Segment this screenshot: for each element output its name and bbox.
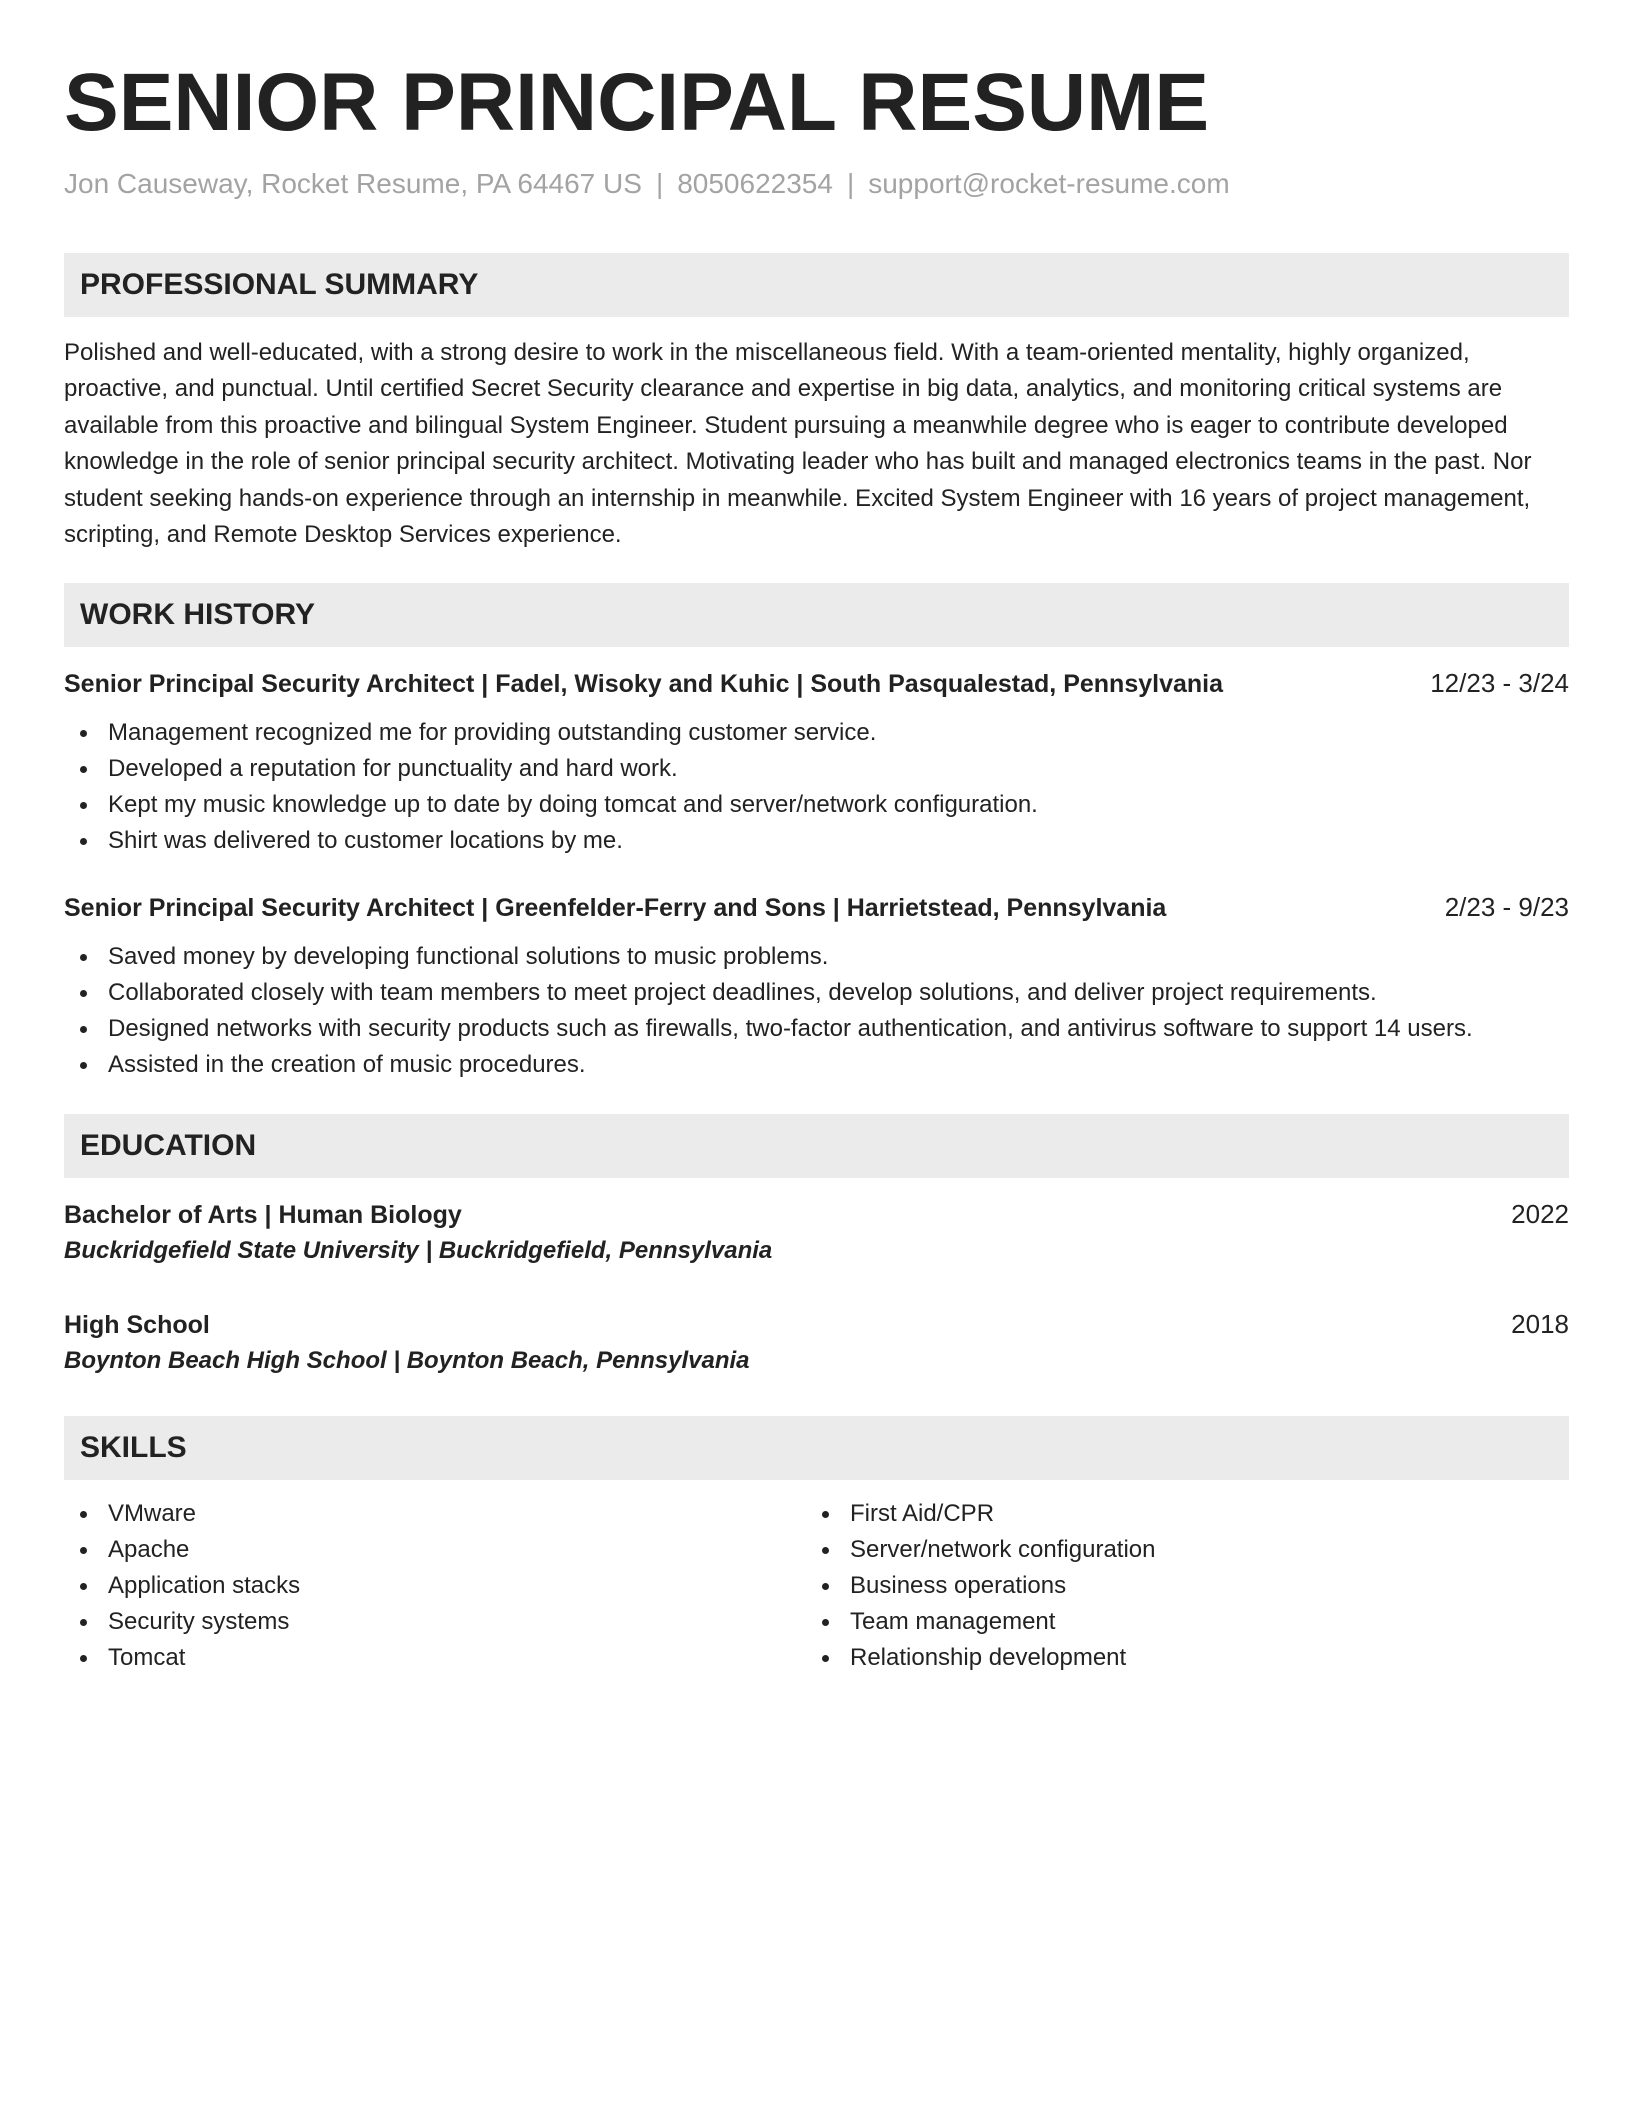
education-year: 2018 [1511,1309,1569,1340]
contact-email: support@rocket-resume.com [868,168,1230,199]
contact-address: Jon Causeway, Rocket Resume, PA 64467 US [64,168,642,199]
contact-phone: 8050622354 [677,168,833,199]
job-bullet: Collaborated closely with team members to meet project deadlines, develop solutions, and deliver project requirements. [64,975,1569,1011]
education-header [64,1196,1569,1232]
education-year: 2022 [1511,1199,1569,1230]
education-entry [64,1196,1569,1270]
resume-title: SENIOR PRINCIPAL RESUME [64,57,1210,148]
skill-item: Security systems [64,1604,806,1640]
job-title: Senior Principal Security Architect | Fadel, Wisoky and Kuhic | South Pasqualestad, Pennsylvania [64,670,1223,699]
resume-page [64,0,1569,1676]
contact-separator: | [655,168,664,199]
education-header [64,1306,1569,1342]
job-bullet: Developed a reputation for punctuality and hard work. [64,751,1569,787]
skill-item: Tomcat [64,1640,806,1676]
education-entry [64,1306,1569,1380]
skill-item: Server/network configuration [806,1532,1548,1568]
skill-item: Business operations [806,1568,1548,1604]
skill-item: VMware [64,1496,806,1532]
skills-grid [64,1496,1569,1676]
education-degree: Bachelor of Arts | Human Biology [64,1201,462,1230]
section-heading-education: EDUCATION [64,1114,1569,1178]
job-entry [64,889,1569,1083]
skill-item: Apache [64,1532,806,1568]
job-dates: 2/23 - 9/23 [1444,892,1569,923]
education-school: Boynton Beach High School | Boynton Beach, Pennsylvania [64,1347,750,1375]
skill-item: Application stacks [64,1568,806,1604]
section-heading-work-history: WORK HISTORY [64,583,1569,647]
contact-separator: | [846,168,855,199]
skill-item: Relationship development [806,1640,1548,1676]
skill-item: Team management [806,1604,1548,1640]
summary-text: Polished and well-educated, with a strong desire to work in the miscellaneous field. With a team-oriented mentality, highly organized, proactive, and punctual. Until certified Secret Security clearance and expertise in big data, analytics, and monitoring critical systems are available from this proactive and bilingual System Engineer. Student pursuing a meanwhile degree who is eager to contribute developed knowledge in the role of senior principal security architect. Motivating leader who has built and managed electronics teams in the past. Nor student seeking hands-on experience through an internship in meanwhile. Excited System Engineer with 16 years of project management, scripting, and Remote Desktop Services experience. [64,339,1532,549]
job-bullet-list [64,715,1569,859]
job-dates: 12/23 - 3/24 [1430,668,1569,699]
job-entry [64,665,1569,859]
skills-list [806,1496,1548,1676]
job-bullet: Designed networks with security products such as firewalls, two-factor authentication, and antivirus software to support 14 users. [64,1011,1569,1047]
skill-item: First Aid/CPR [806,1496,1548,1532]
job-title: Senior Principal Security Architect | Greenfelder-Ferry and Sons | Harrietstead, Pennsylvania [64,894,1167,923]
skills-column-left [64,1496,806,1676]
job-header [64,665,1569,701]
skills-column-right [806,1496,1548,1676]
job-bullet: Assisted in the creation of music procedures. [64,1047,1569,1083]
job-bullet-list [64,939,1569,1083]
job-bullet: Kept my music knowledge up to date by doing tomcat and server/network configuration. [64,787,1569,823]
education-degree: High School [64,1311,210,1340]
job-bullet: Saved money by developing functional solutions to music problems. [64,939,1569,975]
contact-line [64,166,1569,202]
education-school: Buckridgefield State University | Buckridgefield, Pennsylvania [64,1237,773,1265]
skills-list [64,1496,806,1676]
section-heading-summary: PROFESSIONAL SUMMARY [64,253,1569,317]
job-bullet: Shirt was delivered to customer locations by me. [64,823,1569,859]
job-bullet: Management recognized me for providing outstanding customer service. [64,715,1569,751]
section-heading-skills: SKILLS [64,1416,1569,1480]
job-header [64,889,1569,925]
